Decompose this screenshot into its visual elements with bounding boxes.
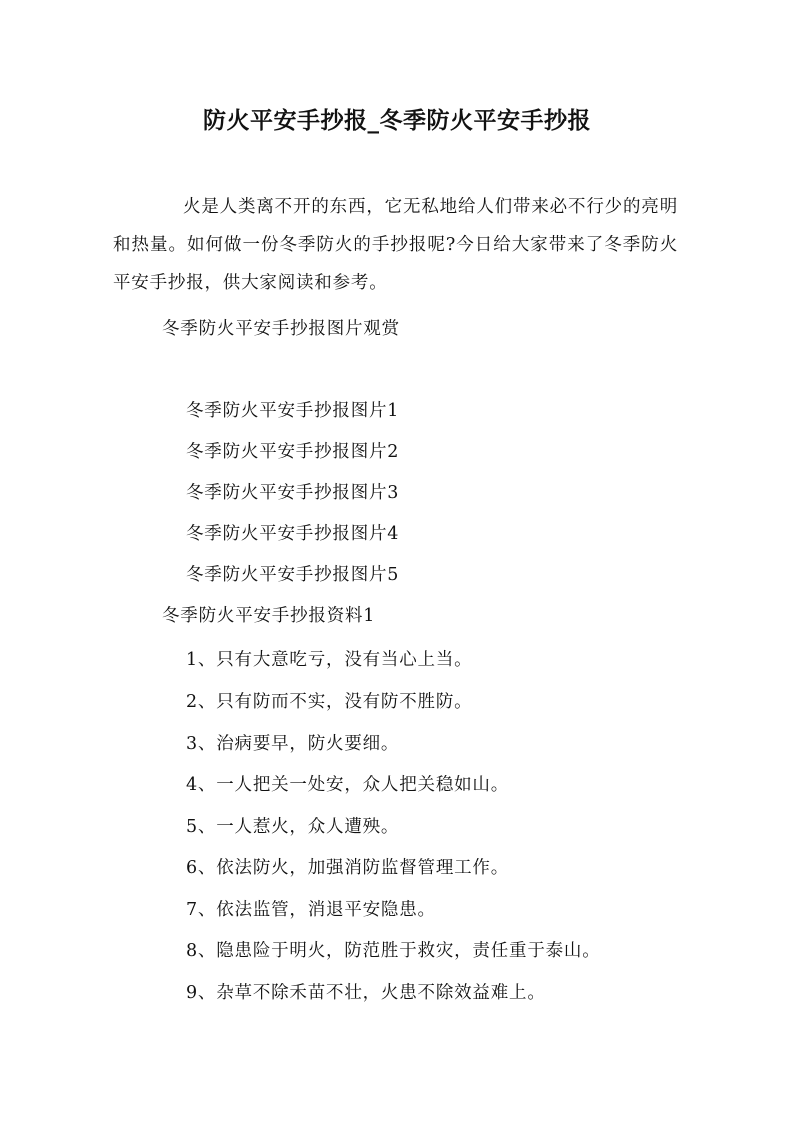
saying-7: 7、依法监管，消退平安隐患。 <box>186 900 436 920</box>
saying-5: 5、一人惹火，众人遭殃。 <box>186 817 400 837</box>
saying-1: 1、只有大意吃亏，没有当心上当。 <box>186 650 473 670</box>
image-caption-5: 冬季防火平安手抄报图片5 <box>186 565 400 585</box>
image-caption-2: 冬季防火平安手抄报图片2 <box>186 442 400 462</box>
saying-3: 3、治病要早，防火要细。 <box>186 734 400 754</box>
intro-paragraph: 火是人类离不开的东西，它无私地给人们带来必不行少的亮明和热量。如何做一份冬季防火的手抄报呢?今日给大家带来了冬季防火平安手抄报，供大家阅读和参考。 <box>113 197 678 293</box>
image-caption-1: 冬季防火平安手抄报图片1 <box>186 401 400 421</box>
gallery-heading: 冬季防火平安手抄报图片观赏 <box>162 319 400 339</box>
image-caption-3: 冬季防火平安手抄报图片3 <box>186 483 400 503</box>
saying-4: 4、一人把关一处安，众人把关稳如山。 <box>186 775 510 795</box>
saying-9: 9、杂草不除禾苗不壮，火患不除效益难上。 <box>186 983 546 1003</box>
saying-2: 2、只有防而不实，没有防不胜防。 <box>186 692 473 712</box>
saying-8: 8、隐患险于明火，防范胜于救灾，责任重于泰山。 <box>186 941 601 961</box>
saying-6: 6、依法防火，加强消防监督管理工作。 <box>186 858 510 878</box>
image-caption-4: 冬季防火平安手抄报图片4 <box>186 524 400 544</box>
resource-heading: 冬季防火平安手抄报资料1 <box>162 606 376 626</box>
page-title: 防火平安手抄报_冬季防火平安手抄报 <box>203 108 591 134</box>
